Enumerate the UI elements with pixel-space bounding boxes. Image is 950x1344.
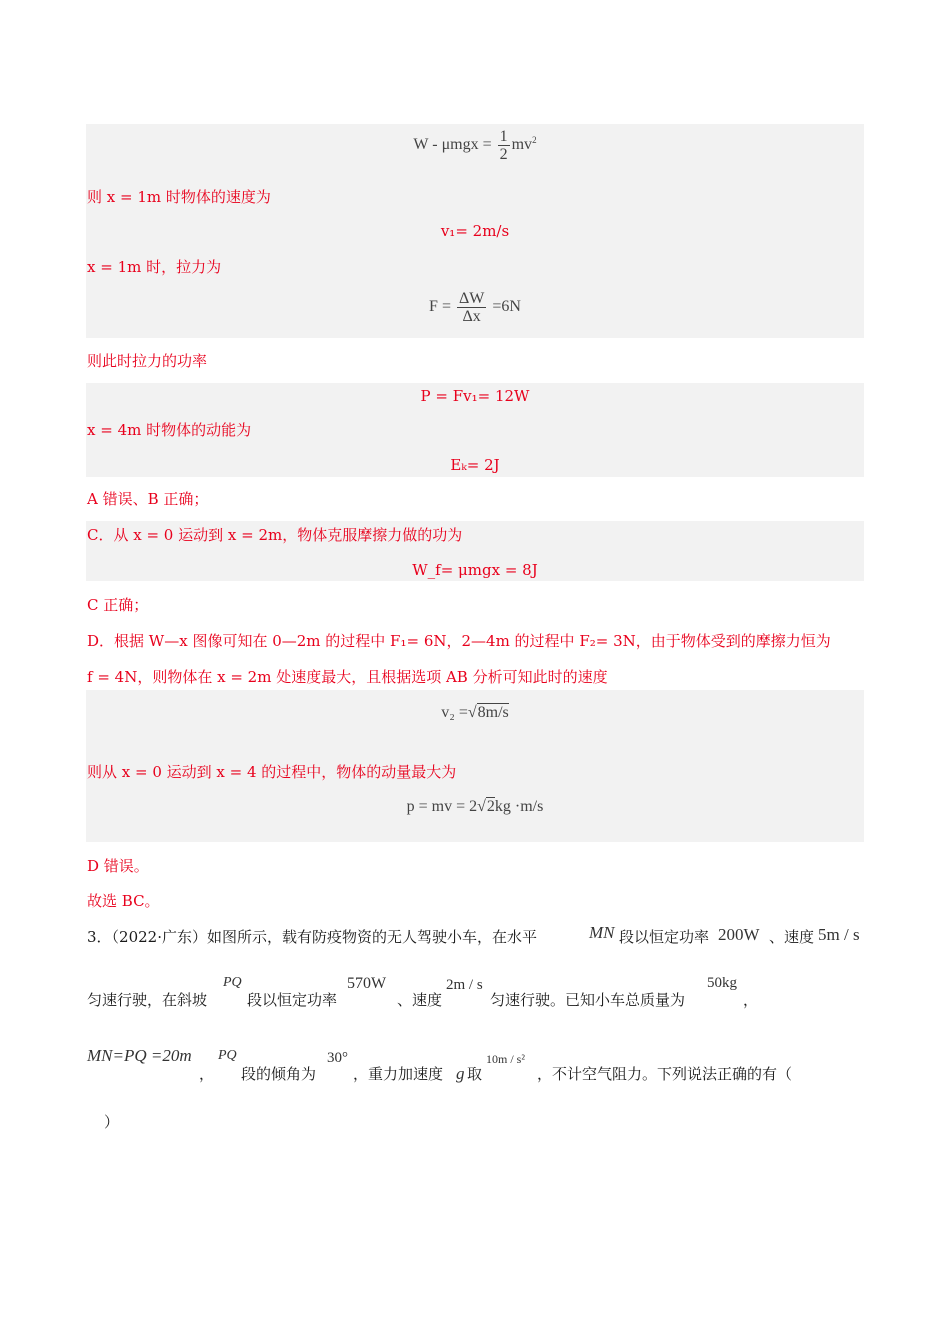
equation-v2 bbox=[86, 703, 864, 723]
text-force-intro: x = 1m 时，拉力为 bbox=[87, 258, 222, 276]
q3-line3-e: ，不计空气阻力。下列说法正确的有（ bbox=[537, 1065, 793, 1083]
eq-work-den: 2 bbox=[499, 146, 508, 163]
eq-force-num: ΔW bbox=[458, 290, 485, 307]
eq-work-fraction bbox=[498, 128, 510, 163]
equation-friction-work: W_f= μmgx = 8J bbox=[412, 561, 538, 579]
eq-p-lhs: p = mv = 2 bbox=[406, 798, 478, 815]
eq-force-den: Δx bbox=[462, 308, 481, 325]
q3-math-5ms: 5m / s bbox=[818, 925, 860, 944]
q3-line2-b: 段以恒定功率 bbox=[247, 991, 338, 1009]
equation-v1: v₁= 2m/s bbox=[440, 222, 510, 240]
q3-math-mn: MN bbox=[589, 923, 615, 942]
eq-work-lhs: W - μmgx = bbox=[413, 136, 492, 154]
q3-math-570w: 570W bbox=[347, 975, 387, 992]
text-v1-intro: 则 x = 1m 时物体的速度为 bbox=[87, 188, 271, 206]
equation-work-energy bbox=[86, 128, 864, 163]
eq-p-root: 2 bbox=[486, 798, 495, 815]
eq-work-rhs: mv bbox=[511, 136, 533, 154]
q3-line1-c: 、速度 bbox=[769, 928, 815, 946]
q3-math-200w: 200W bbox=[718, 925, 760, 944]
eq-work-sup: 2 bbox=[532, 134, 537, 145]
eq-v2-lhs: v₂ = bbox=[441, 704, 468, 721]
q3-math-pq-2: PQ bbox=[218, 1048, 237, 1063]
text-option-d-2: f = 4N，则物体在 x = 2m 处速度最大，且根据选项 AB 分析可知此时的速度 bbox=[87, 668, 608, 686]
q3-math-2ms: 2m / s bbox=[446, 977, 483, 993]
q3-line4: ） bbox=[104, 1113, 120, 1131]
q3-line3-c: ，重力加速度 bbox=[353, 1065, 444, 1083]
q3-line2-c: 、速度 bbox=[397, 991, 443, 1009]
eq-force-rhs: =6N bbox=[492, 298, 521, 316]
text-momentum-intro: 则从 x = 0 运动到 x = 4 的过程中，物体的动量最大为 bbox=[87, 763, 457, 781]
eq-v2-root: 8m/s bbox=[477, 704, 509, 721]
sqrt-icon-2: √ bbox=[477, 798, 486, 815]
q3-line3-a: ， bbox=[199, 1065, 215, 1083]
text-d-conclusion: D 错误。 bbox=[87, 857, 149, 875]
q3-math-g: g bbox=[456, 1064, 465, 1083]
text-c-conclusion: C 正确； bbox=[87, 596, 149, 614]
q3-line2-d: 匀速行驶。已知小车总质量为 bbox=[490, 991, 686, 1009]
equation-kinetic-energy: Eₖ= 2J bbox=[450, 456, 500, 474]
q3-line1-a: 3．（2022·广东）如图所示，载有防疫物资的无人驾驶小车，在水平 bbox=[87, 928, 537, 946]
q3-math-10ms2: 10m / s² bbox=[486, 1052, 525, 1066]
q3-math-pq: PQ bbox=[223, 975, 242, 990]
text-final-answer: 故选 BC。 bbox=[87, 892, 160, 910]
q3-line2-e: ， bbox=[743, 991, 759, 1009]
q3-line1-b: 段以恒定功率 bbox=[619, 928, 710, 946]
eq-force-lhs: F = bbox=[429, 298, 451, 316]
eq-force-fraction bbox=[457, 290, 486, 325]
q3-line3-d: 取 bbox=[467, 1065, 483, 1083]
q3-math-50kg: 50kg bbox=[707, 975, 737, 991]
eq-work-num: 1 bbox=[499, 128, 508, 145]
text-option-c: C．从 x = 0 运动到 x = 2m，物体克服摩擦力做的功为 bbox=[87, 526, 463, 544]
equation-power: P = Fv₁= 12W bbox=[420, 387, 530, 405]
text-option-d-1: D．根据 W—x 图像可知在 0—2m 的过程中 F₁= 6N，2—4m 的过程中 F₂= 3N，由于物体受到的摩擦力恒为 bbox=[87, 632, 831, 650]
text-ab-conclusion: A 错误、B 正确； bbox=[87, 490, 209, 508]
q3-math-30deg: 30° bbox=[327, 1050, 348, 1066]
q3-line3-b: 段的倾角为 bbox=[241, 1065, 317, 1083]
q3-line2-a: 匀速行驶，在斜坡 bbox=[87, 991, 208, 1009]
equation-force bbox=[86, 290, 864, 325]
sqrt-icon: √ bbox=[467, 704, 477, 721]
text-ek-intro: x = 4m 时物体的动能为 bbox=[87, 421, 252, 439]
q3-math-mn-pq: MN=PQ =20m bbox=[87, 1046, 192, 1065]
text-power-intro: 则此时拉力的功率 bbox=[87, 352, 208, 370]
eq-p-rhs: kg ·m/s bbox=[494, 798, 544, 815]
equation-momentum bbox=[86, 797, 864, 817]
